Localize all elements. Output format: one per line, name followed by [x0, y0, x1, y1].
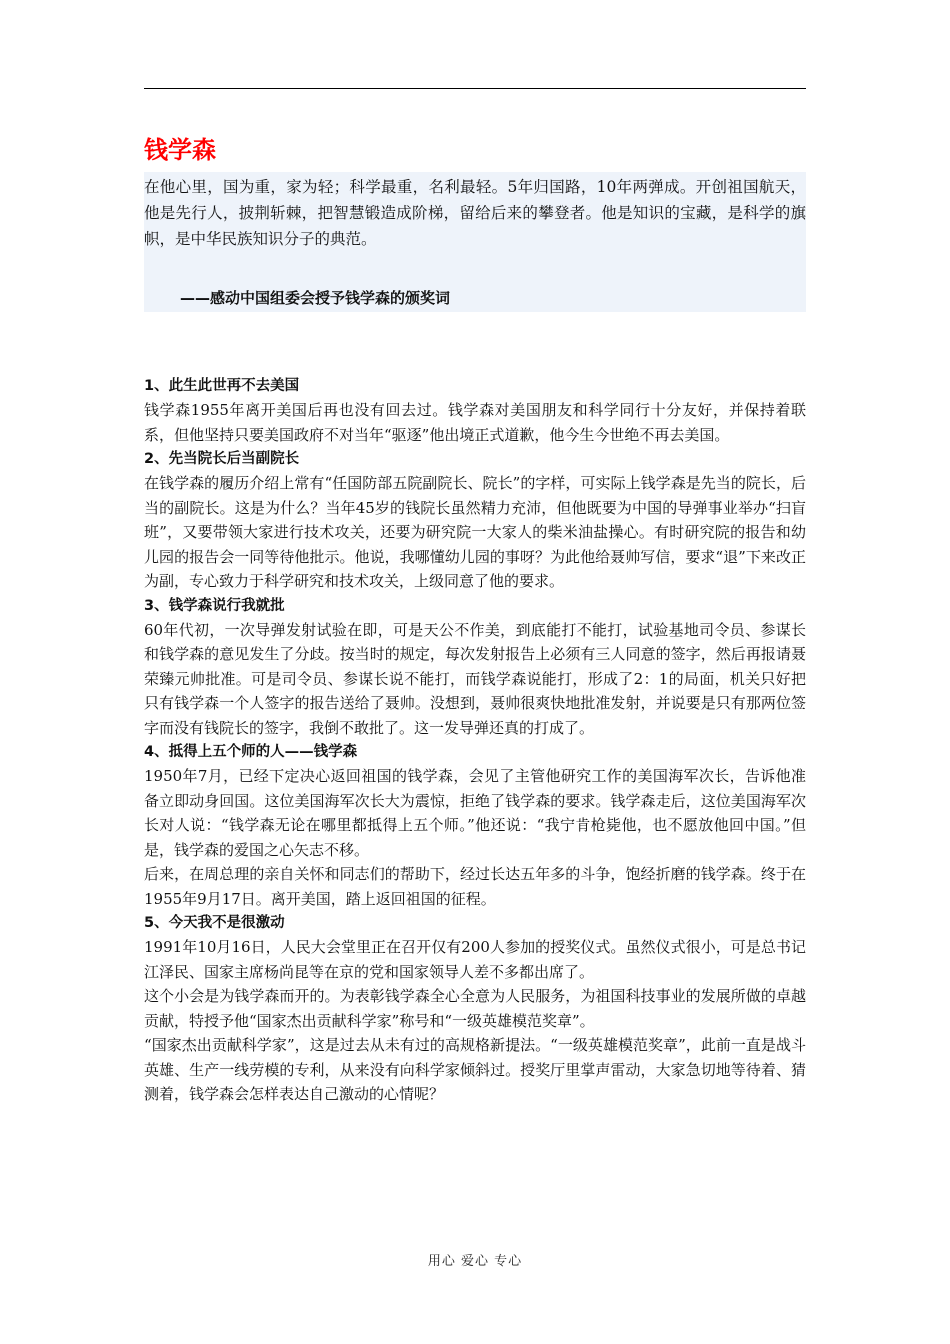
- article-sections: [144, 374, 806, 1107]
- section-heading: 5、今天我不是很激动: [144, 915, 285, 931]
- section-paragraph: 1991年10月16日，人民大会堂里正在召开仅有200人参加的授奖仪式。虽然仪式很小，可是总书记江泽民、国家主席杨尚昆等在京的党和国家领导人差不多都出席了。: [144, 938, 806, 981]
- section-2: [144, 447, 806, 594]
- section-paragraph: 这个小会是为钱学森而开的。为表彰钱学森全心全意为人民服务，为祖国科技事业的发展所做的卓越贡献，特授予他“国家杰出贡献科学家”称号和“一级英雄模范奖章”。: [144, 987, 806, 1030]
- section-heading: 1、此生此世再不去美国: [144, 378, 300, 394]
- intro-citation-text: 在他心里，国为重，家为轻；科学最重，名利最轻。5年归国路，10年两弹成。开创祖国航天，他是先行人，披荆斩棘，把智慧锻造成阶梯，留给后来的攀登者。他是知识的宝藏，是科学的旗帜，是中华民族知识分子的典范。: [144, 178, 806, 248]
- section-paragraph: 钱学森1955年离开美国后再也没有回去过。钱学森对美国朋友和科学同行十分友好，并保持着联系，但他坚持只要美国政府不对当年“驱逐”他出境正式道歉，他今生今世绝不再去美国。: [144, 401, 806, 444]
- section-1: [144, 374, 806, 447]
- section-paragraph: 在钱学森的履历介绍上常有“任国防部五院副院长、院长”的字样，可实际上钱学森是先当的院长，后当的副院长。这是为什么？当年45岁的钱院长虽然精力充沛，但他既要为中国的导弹事业举办“扫盲班”，又要带领大家进行技术攻关，还要为研究院一大家人的柴米油盐操心。有时研究院的报告和幼儿园的报告会一同等待他批示。他说，我哪懂幼儿园的事呀？为此他给聂帅写信，要求“退”下来改正为副，专心致力于科学研究和技术攻关，上级同意了他的要求。: [144, 474, 806, 590]
- page-footer: 用心 爱心 专心: [427, 1254, 523, 1269]
- section-paragraph: 60年代初，一次导弹发射试验在即，可是天公不作美，到底能打不能打，试验基地司令员、参谋长和钱学森的意见发生了分歧。按当时的规定，每次发射报告上必须有三人同意的签字，然后再报请聂荣臻元帅批准。可是司令员、参谋长说不能打，而钱学森说能打，形成了2：1的局面，机关只好把只有钱学森一个人签字的报告送给了聂帅。没想到，聂帅很爽快地批准发射，并说要是只有那两位签字而没有钱院长的签字，我倒不敢批了。这一发导弹还真的打成了。: [144, 620, 806, 737]
- intro-attribution: ——感动中国组委会授予钱学森的颁奖词: [180, 289, 451, 307]
- section-paragraph: 1950年7月，已经下定决心返回祖国的钱学森，会见了主管他研究工作的美国海军次长，告诉他准备立即动身回国。这位美国海军次长大为震惊，拒绝了钱学森的要求。钱学森走后，这位美国海军次长对人说：“钱学森无论在哪里都抵得上五个师。”他还说：“我宁肯枪毙他，也不愿放他回中国。”但是，钱学森的爱国之心矢志不移。: [144, 767, 806, 859]
- document-title: 钱学森: [144, 136, 216, 164]
- section-paragraph: 后来，在周总理的亲自关怀和同志们的帮助下，经过长达五年多的斗争，饱经折磨的钱学森。终于在1955年9月17日。离开美国，踏上返回祖国的征程。: [144, 865, 806, 908]
- section-4: [144, 740, 806, 911]
- section-heading: 2、先当院长后当副院长: [144, 451, 300, 467]
- section-heading: 3、钱学森说行我就批: [144, 597, 285, 614]
- header-rule: [144, 88, 806, 89]
- section-paragraph: “国家杰出贡献科学家”，这是过去从未有过的高规格新提法。“一级英雄模范奖章”，此前一直是战斗英雄、生产一线劳模的专利，从来没有向科学家倾斜过。授奖厅里掌声雷动，大家急切地等待着、猜测着，钱学森会怎样表达自己激动的心情呢？: [144, 1036, 806, 1103]
- section-3: [144, 594, 806, 741]
- section-5: [144, 911, 806, 1107]
- section-heading: 4、抵得上五个师的人——钱学森: [144, 744, 358, 760]
